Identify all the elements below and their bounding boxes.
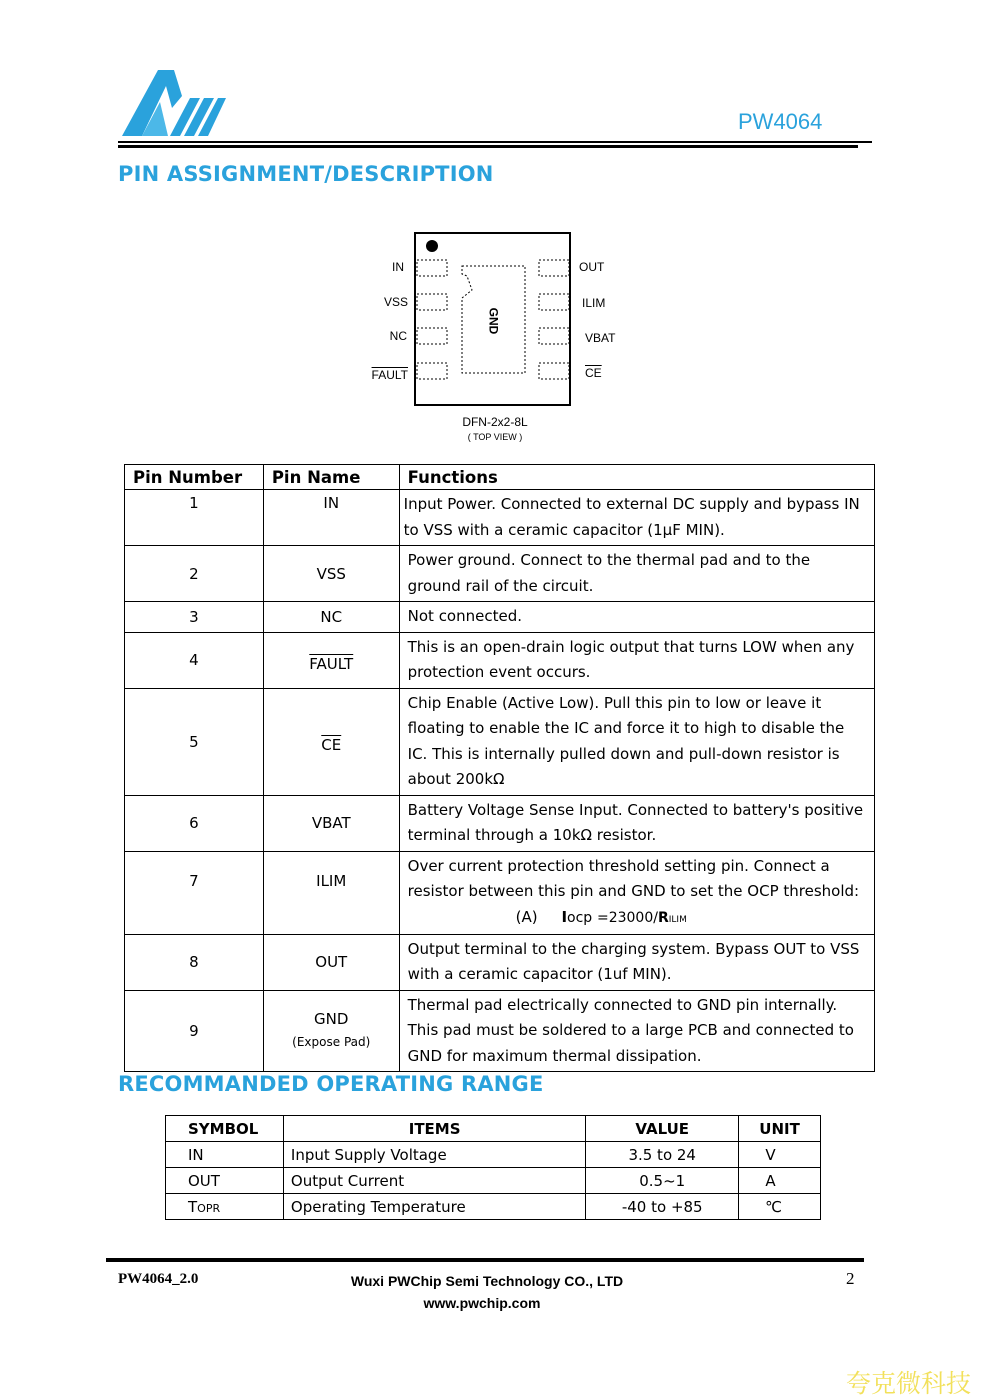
pin-name-fault: FAULT	[309, 655, 354, 673]
table-row	[166, 1142, 821, 1168]
pin-name: IN	[263, 490, 399, 546]
ocp-formula	[408, 905, 866, 932]
header-pin-name: Pin Name	[263, 465, 399, 490]
header-rule-thick	[118, 145, 858, 148]
range-unit: ℃	[739, 1194, 821, 1220]
pin-number: 7	[125, 851, 264, 934]
range-item: Input Supply Voltage	[283, 1142, 585, 1168]
footer-rule	[106, 1258, 864, 1262]
pin-label-in: IN	[392, 260, 404, 274]
header-rule-thin	[118, 141, 872, 143]
pin-number: 4	[125, 632, 264, 688]
pin-function: Not connected.	[399, 602, 874, 633]
range-value: 3.5 to 24	[586, 1142, 739, 1168]
pin-name	[263, 632, 399, 688]
range-symbol: OUT	[166, 1168, 284, 1194]
table-row	[125, 851, 875, 934]
formula-i: I	[561, 907, 568, 926]
table-row	[125, 602, 875, 633]
pin-name-gnd: GND	[314, 1009, 349, 1028]
formula-r: R	[657, 909, 669, 926]
footer-doc-version: PW4064_2.0	[118, 1271, 199, 1287]
pin-name	[263, 688, 399, 795]
pin-function	[399, 851, 874, 934]
table-row	[125, 688, 875, 795]
header-items: ITEMS	[283, 1116, 585, 1142]
pin-function: Input Power. Connected to external DC supply and bypass IN to VSS with a ceramic capacitor (1µF MIN).	[399, 490, 874, 546]
pin-name: ILIM	[263, 851, 399, 934]
pin-name: OUT	[263, 934, 399, 990]
footer-company: Wuxi PWChip Semi Technology CO., LTD	[350, 1273, 624, 1289]
pin-number: 2	[125, 546, 264, 602]
section-title-operating-range: RECOMMANDED OPERATING RANGE	[118, 1072, 544, 1096]
table-row	[125, 990, 875, 1072]
pwchip-logo-icon	[120, 68, 228, 138]
header-unit: UNIT	[739, 1116, 821, 1142]
pin-name-ce: $\overline{CE}$	[321, 735, 342, 754]
operating-range-table	[165, 1115, 821, 1220]
range-item: Operating Temperature	[283, 1194, 585, 1220]
pin-label-ilim: ILIM	[582, 296, 606, 310]
range-symbol: IN	[166, 1142, 284, 1168]
table-row	[166, 1168, 821, 1194]
pin1-marker	[426, 240, 438, 252]
pin-function-text: Over current protection threshold setting pin. Connect a resistor between this pin and GND to set the OCP threshold:	[407, 856, 860, 900]
pin-number: 1	[125, 490, 264, 546]
symbol-sub: OPR	[197, 1201, 221, 1215]
header-symbol: SYMBOL	[166, 1116, 284, 1142]
header-pin-number: Pin Number	[125, 465, 264, 490]
symbol-main: T	[188, 1197, 198, 1216]
pin-function: Power ground. Connect to the thermal pad and to the ground rail of the circuit.	[399, 546, 874, 602]
table-row	[166, 1194, 821, 1220]
pin-function: This is an open-drain logic output that turns LOW when any protection event occurs.	[399, 632, 874, 688]
pin-function: Output terminal to the charging system. Bypass OUT to VSS with a ceramic capacitor (1uf MIN).	[399, 934, 874, 990]
formula-r-sub: ILIM	[668, 914, 687, 925]
section-title-pin-assignment: PIN ASSIGNMENT/DESCRIPTION	[118, 162, 494, 186]
formula-i-sub: ocp	[567, 909, 593, 926]
formula-mid: =23000/	[596, 909, 658, 926]
range-unit: A	[739, 1168, 821, 1194]
pin-label-vss: VSS	[383, 295, 408, 309]
package-diagram	[360, 228, 640, 450]
table-header-row	[166, 1116, 821, 1142]
footer-website: www.pwchip.com	[423, 1295, 541, 1311]
table-row	[125, 632, 875, 688]
pin-name: VBAT	[263, 795, 399, 851]
range-symbol	[166, 1194, 284, 1220]
range-unit: V	[739, 1142, 821, 1168]
pin-number: 3	[125, 602, 264, 633]
header-value: VALUE	[586, 1116, 739, 1142]
range-value: 0.5~1	[586, 1168, 739, 1194]
pin-label-out: OUT	[579, 260, 605, 274]
pin-label-nc: NC	[389, 329, 407, 343]
pin-number: 6	[125, 795, 264, 851]
footer-page-number: 2	[846, 1269, 855, 1288]
watermark-text: 夸克微科技	[846, 1369, 972, 1398]
package-view-label: ( TOP VIEW )	[467, 432, 523, 442]
pin-number: 5	[125, 688, 264, 795]
pin-label-fault: FAULT	[371, 368, 408, 382]
company-logo	[120, 68, 228, 138]
pin-function: Battery Voltage Sense Input. Connected to battery's positive terminal through a 10kΩ resistor.	[399, 795, 874, 851]
formula-unit: (A)	[515, 907, 538, 926]
pin-name	[263, 990, 399, 1072]
pin-function: Chip Enable (Active Low). Pull this pin to low or leave it floating to enable the IC and force it to high to disable the IC. This is internally pulled down and pull-down resistor is about 200kΩ	[399, 688, 874, 795]
table-row	[125, 934, 875, 990]
table-header-row	[125, 465, 875, 490]
pin-name-note: (Expose Pad)	[292, 1034, 371, 1049]
table-row	[125, 546, 875, 602]
pin-name: NC	[263, 602, 399, 633]
pin-number: 8	[125, 934, 264, 990]
part-number-header: PW4064	[738, 109, 823, 134]
range-value: -40 to +85	[586, 1194, 739, 1220]
pin-number: 9	[125, 990, 264, 1072]
package-name: DFN-2x2-8L	[462, 415, 528, 429]
range-item: Output Current	[283, 1168, 585, 1194]
pin-name: VSS	[263, 546, 399, 602]
pin-label-vbat: VBAT	[585, 331, 616, 345]
pin-label-ce: $\overline{CE}$	[585, 366, 602, 380]
exposed-pad-label: GND	[486, 307, 501, 335]
table-row	[125, 795, 875, 851]
header-functions: Functions	[399, 465, 874, 490]
pin-function: Thermal pad electrically connected to GND pin internally. This pad must be soldered to a large PCB and connected to GND for maximum thermal dissipation.	[399, 990, 874, 1072]
pin-description-table	[124, 464, 875, 1072]
table-row	[125, 490, 875, 546]
